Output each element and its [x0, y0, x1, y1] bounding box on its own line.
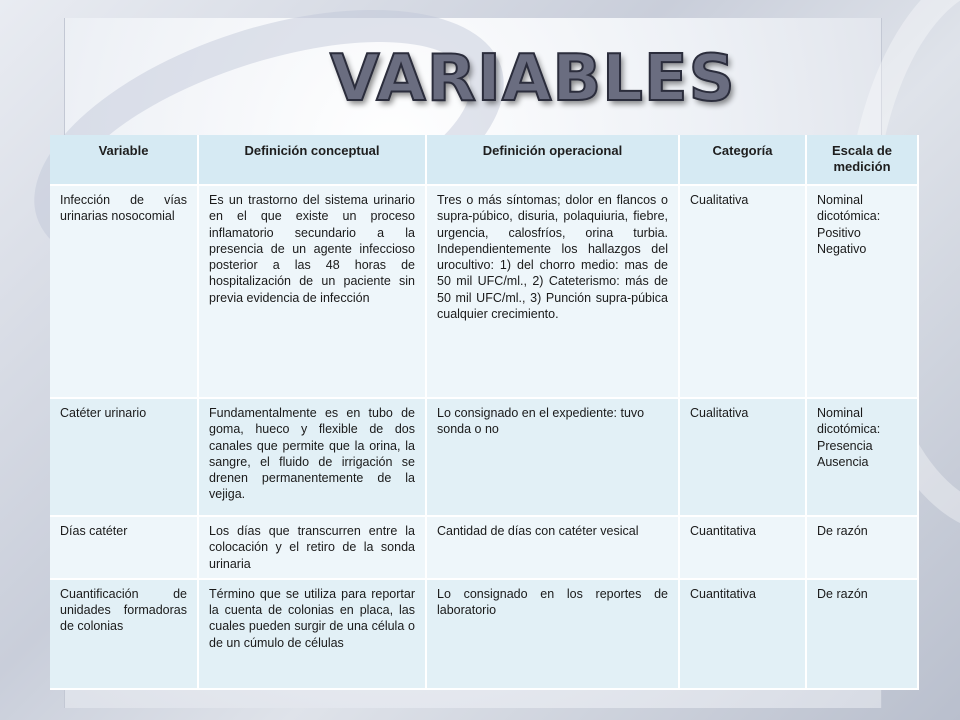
table-row [50, 398, 918, 516]
table-header-row [50, 135, 918, 185]
variable-cell: Catéter urinario [50, 398, 198, 516]
measurement-scale-cell: Nominal dicotómica: Positivo Negativo [806, 185, 918, 398]
category-cell: Cualitativa [679, 185, 806, 398]
column-header: Categoría [679, 135, 806, 185]
conceptual-definition-cell: Término que se utiliza para reportar la cuenta de colonias en placa, las cuales pueden surgir de una célula o de un cúmulo de células [198, 579, 426, 689]
table-row [50, 185, 918, 398]
table-row [50, 516, 918, 579]
operational-definition-cell: Tres o más síntomas; dolor en flancos o supra-púbico, disuria, polaquiuria, fiebre, urgencia, calosfríos, orina turbia. Independientemente los hallazgos del urocultivo: 1) del chorro medio: mas de 50 mil UFC/ml., 2) Cateterismo: más de 50 mil UFC/ml., 3) Punción supra-púbica cualquier crecimiento. [426, 185, 679, 398]
table-row [50, 579, 918, 689]
category-cell: Cuantitativa [679, 579, 806, 689]
operational-definition-cell: Cantidad de días con catéter vesical [426, 516, 679, 579]
column-header: Variable [50, 135, 198, 185]
column-header: Escala de medición [806, 135, 918, 185]
measurement-scale-cell: De razón [806, 579, 918, 689]
column-header: Definición operacional [426, 135, 679, 185]
variable-cell: Infección de vías urinarias nosocomial [50, 185, 198, 398]
variable-cell: Días catéter [50, 516, 198, 579]
variables-table [50, 135, 919, 690]
slide-title: VARIABLES [330, 42, 736, 116]
conceptual-definition-cell: Fundamentalmente es en tubo de goma, hueco y flexible de dos canales que permite que la orina, la sangre, el fluido de irrigación se drenen permanentemente de la vejiga. [198, 398, 426, 516]
category-cell: Cualitativa [679, 398, 806, 516]
category-cell: Cuantitativa [679, 516, 806, 579]
conceptual-definition-cell: Los días que transcurren entre la colocación y el retiro de la sonda urinaria [198, 516, 426, 579]
conceptual-definition-cell: Es un trastorno del sistema urinario en el que existe un proceso inflamatorio secundario a la presencia de un agente infeccioso posterior a las 48 horas de hospitalización de un paciente sin previa evidencia de infección [198, 185, 426, 398]
variable-cell: Cuantificación de unidades formadoras de colonias [50, 579, 198, 689]
measurement-scale-cell: Nominal dicotómica: Presencia Ausencia [806, 398, 918, 516]
column-header: Definición conceptual [198, 135, 426, 185]
operational-definition-cell: Lo consignado en el expediente: tuvo sonda o no [426, 398, 679, 516]
operational-definition-cell: Lo consignado en los reportes de laboratorio [426, 579, 679, 689]
measurement-scale-cell: De razón [806, 516, 918, 579]
